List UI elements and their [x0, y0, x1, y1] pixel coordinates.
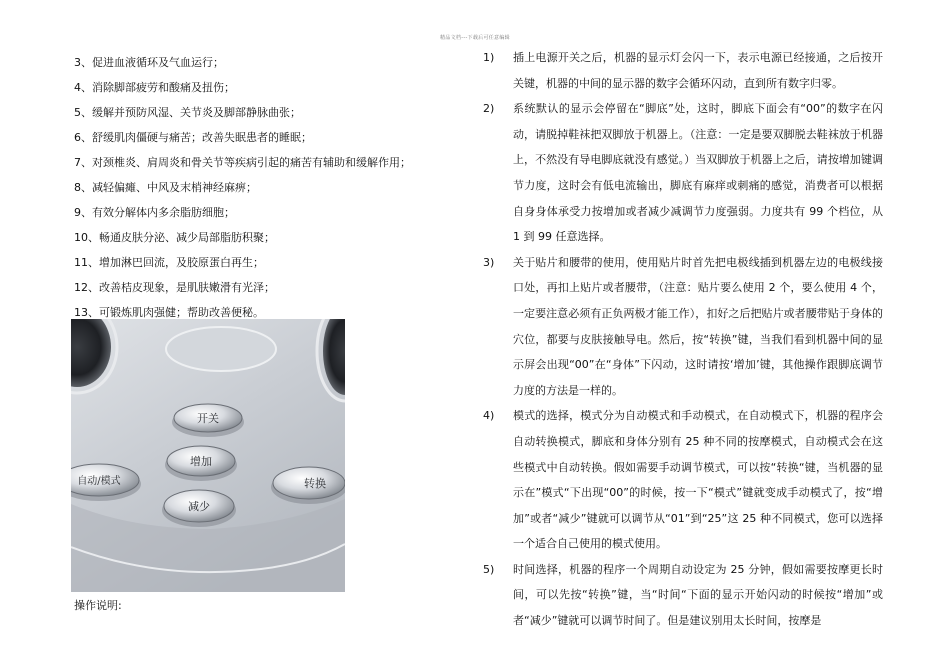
- decrease-button-label: 减少: [188, 500, 210, 513]
- list-item: 7、对颈椎炎、肩周炎和骨关节等疾病引起的痛苦有辅助和缓解作用；: [74, 156, 411, 169]
- list-item: 6、舒缓肌肉僵硬与痛苦；改善失眠患者的睡眠；: [74, 131, 312, 144]
- list-item: [483, 403, 883, 557]
- operation-caption: 操作说明:: [74, 599, 122, 612]
- decrease-button: [162, 490, 236, 527]
- step-number: 1): [483, 51, 495, 64]
- instructions-list: [483, 45, 883, 634]
- step-text: 关于贴片和腰带的使用，使用贴片时首先把电极线插到机器左边的电极线接口处，再扣上贴片或者腰带，（注意：贴片要么使用 2 个，要么使用 4 个，一定要注意必须有正负两极才能工作），扣好之后把贴片或者腰带贴于身体的穴位，都要与皮肤接触导电。然后，按“转换”键，当我们看到机器中间的显示屏会出现“00”在“身体”下闪动，这时请按‘增加’键，其他操作跟脚底调节力度的方法是一样的。: [513, 255, 883, 397]
- list-item: 13、可锻炼肌肉强健；帮助改善便秘。: [74, 306, 264, 319]
- list-item: 4、消除脚部疲劳和酸痛及扭伤；: [74, 81, 235, 94]
- step-text: 系统默认的显示会停留在“脚底”处，这时，脚底下面会有“00”的数字在闪动，请脱掉鞋袜把双脚放于机器上。（注意：一定是要双脚脱去鞋袜放于机器上，不然没有导电脚底就没有感觉。）当双脚放于机器上之后，请按增加键调节力度，这时会有低电流输出，脚底有麻痒或刺痛的感觉，消费者可以根据自身身体承受力按增加或者减少减调节力度强弱。力度共有 99 个档位，从 1 到 99 任意选择。: [513, 102, 883, 244]
- switch-button-label: 转换: [304, 477, 326, 490]
- list-item: 10、畅通皮肤分泌、减少局部脂肪积聚；: [74, 231, 275, 244]
- increase-button-label: 增加: [190, 455, 212, 468]
- step-number: 2): [483, 102, 495, 116]
- list-item: [483, 96, 883, 250]
- step-text: 插上电源开关之后，机器的显示灯会闪一下，表示电源已经接通，之后按开关键，机器的中间的显示器的数字会循环闪动，直到所有数字归零。: [513, 51, 883, 90]
- step-number: 5): [483, 562, 495, 576]
- list-item: 12、改善桔皮现象，是肌肤嫩滑有光泽；: [74, 281, 275, 294]
- list-item: [483, 557, 883, 634]
- mode-button-label: 自动/模式: [77, 476, 121, 487]
- list-item: [483, 250, 883, 404]
- page-header: 精品文档---下载后可任意编辑: [440, 35, 510, 41]
- list-item: 11、增加淋巴回流，及胶原蛋白再生；: [74, 256, 264, 269]
- step-number: 3): [483, 255, 495, 269]
- list-item: [483, 45, 883, 96]
- power-button-label: 开关: [197, 412, 219, 425]
- switch-button: [271, 467, 345, 504]
- step-text: 模式的选择，模式分为自动模式和手动模式，在自动模式下，机器的程序会自动转换模式，脚底和身体分别有 25 种不同的按摩模式，自动模式会在这些模式中自动转换。假如需要手动调节模式，可以按“转换“键，当机器的显示在”模式“下出现“00”的时候，按一下“模式”键就变成手动模式了，按“增加”或者“减少”键就可以调节从“01”到“25”这 25 种不同模式，您可以选择一个适合自己使用的模式使用。: [513, 409, 883, 551]
- control-panel-photo: [71, 319, 345, 592]
- list-item: 9、有效分解体内多余脂肪细胞；: [74, 206, 235, 219]
- increase-button: [165, 446, 237, 481]
- step-number: 4): [483, 409, 495, 423]
- list-item: 5、缓解并预防风湿、关节炎及脚部静脉曲张；: [74, 106, 301, 119]
- list-item: 8、减轻偏瘫、中风及末梢神经麻痹；: [74, 181, 257, 194]
- list-item: 3、促进血液循环及气血运行；: [74, 56, 224, 69]
- step-text: 时间选择，机器的程序一个周期自动设定为 25 分钟，假如需要按摩更长时间，可以先按“转换”键，当“时间“下面的显示开始闪动的时候按“增加”或者“减少”键就可以调节时间了。但是建议别用太长时间，按摩是: [513, 562, 883, 628]
- power-button: [172, 404, 244, 437]
- benefits-list: [74, 50, 474, 325]
